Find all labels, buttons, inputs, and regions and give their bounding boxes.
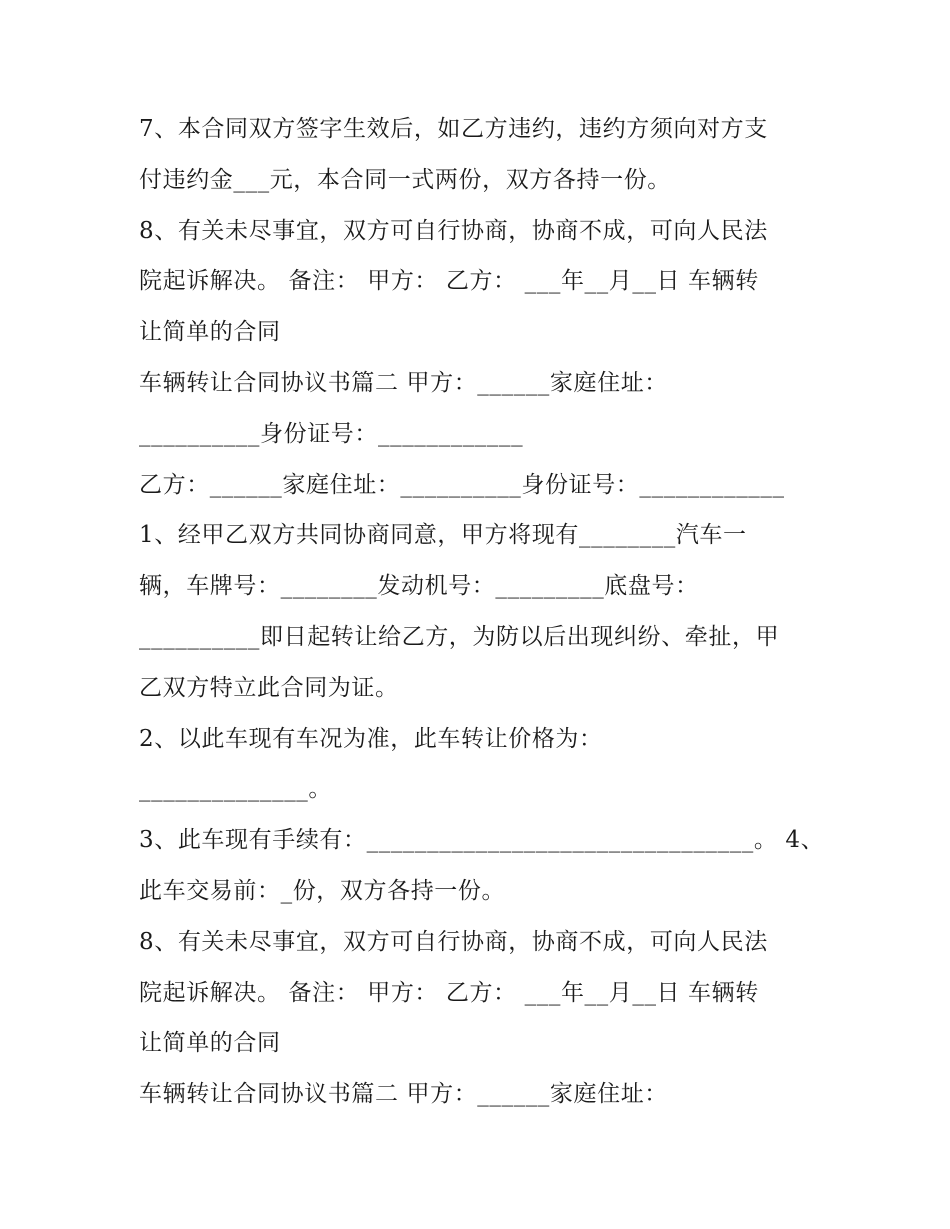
text-line: 7、本合同双方签字生效后，如乙方违约，违约方须向对方支 [139,116,768,142]
text-line: 8、有关未尽事宜，双方可自行协商，协商不成，可向人民法 [139,217,768,244]
text-line: 乙方：______家庭住址：__________身份证号：____________ [139,471,785,498]
text-line: 车辆转让合同协议书篇二 甲方：______家庭住址： [139,1081,668,1108]
text-line: 院起诉解决。 备注： 甲方： 乙方： ___年__月__日 车辆转 [139,979,759,1006]
text-line: ______________。 [139,776,332,803]
text-line: 1、经甲乙双方共同协商同意，甲方将现有________汽车一 [139,522,747,549]
text-line: 辆，车牌号：________发动机号：_________底盘号： [139,573,699,600]
text-line: 乙双方特立此合同为证。 [139,674,399,701]
text-line: 让简单的合同 [139,1030,281,1057]
text-line: 2、以此车现有车况为准，此车转让价格为： [139,725,603,752]
text-line: 8、有关未尽事宜，双方可自行协商，协商不成，可向人民法 [139,928,768,955]
text-line: __________即日起转让给乙方，为防以后出现纠纷、牵扯，甲 [139,623,780,650]
text-line: 院起诉解决。 备注： 甲方： 乙方： ___年__月__日 车辆转 [139,268,759,295]
text-line: 车辆转让合同协议书篇二 甲方：______家庭住址： [139,369,668,396]
text-line: 此车交易前：_份，双方各持一份。 [139,877,506,904]
text-line: 3、此车现有手续有：________________________________。 4、 [139,827,825,854]
text-line: 付违约金___元，本合同一式两份，双方各持一份。 [139,166,671,193]
contract-text [139,104,825,1120]
text-line: __________身份证号：____________ [139,420,524,447]
text-line: 让简单的合同 [139,319,281,346]
